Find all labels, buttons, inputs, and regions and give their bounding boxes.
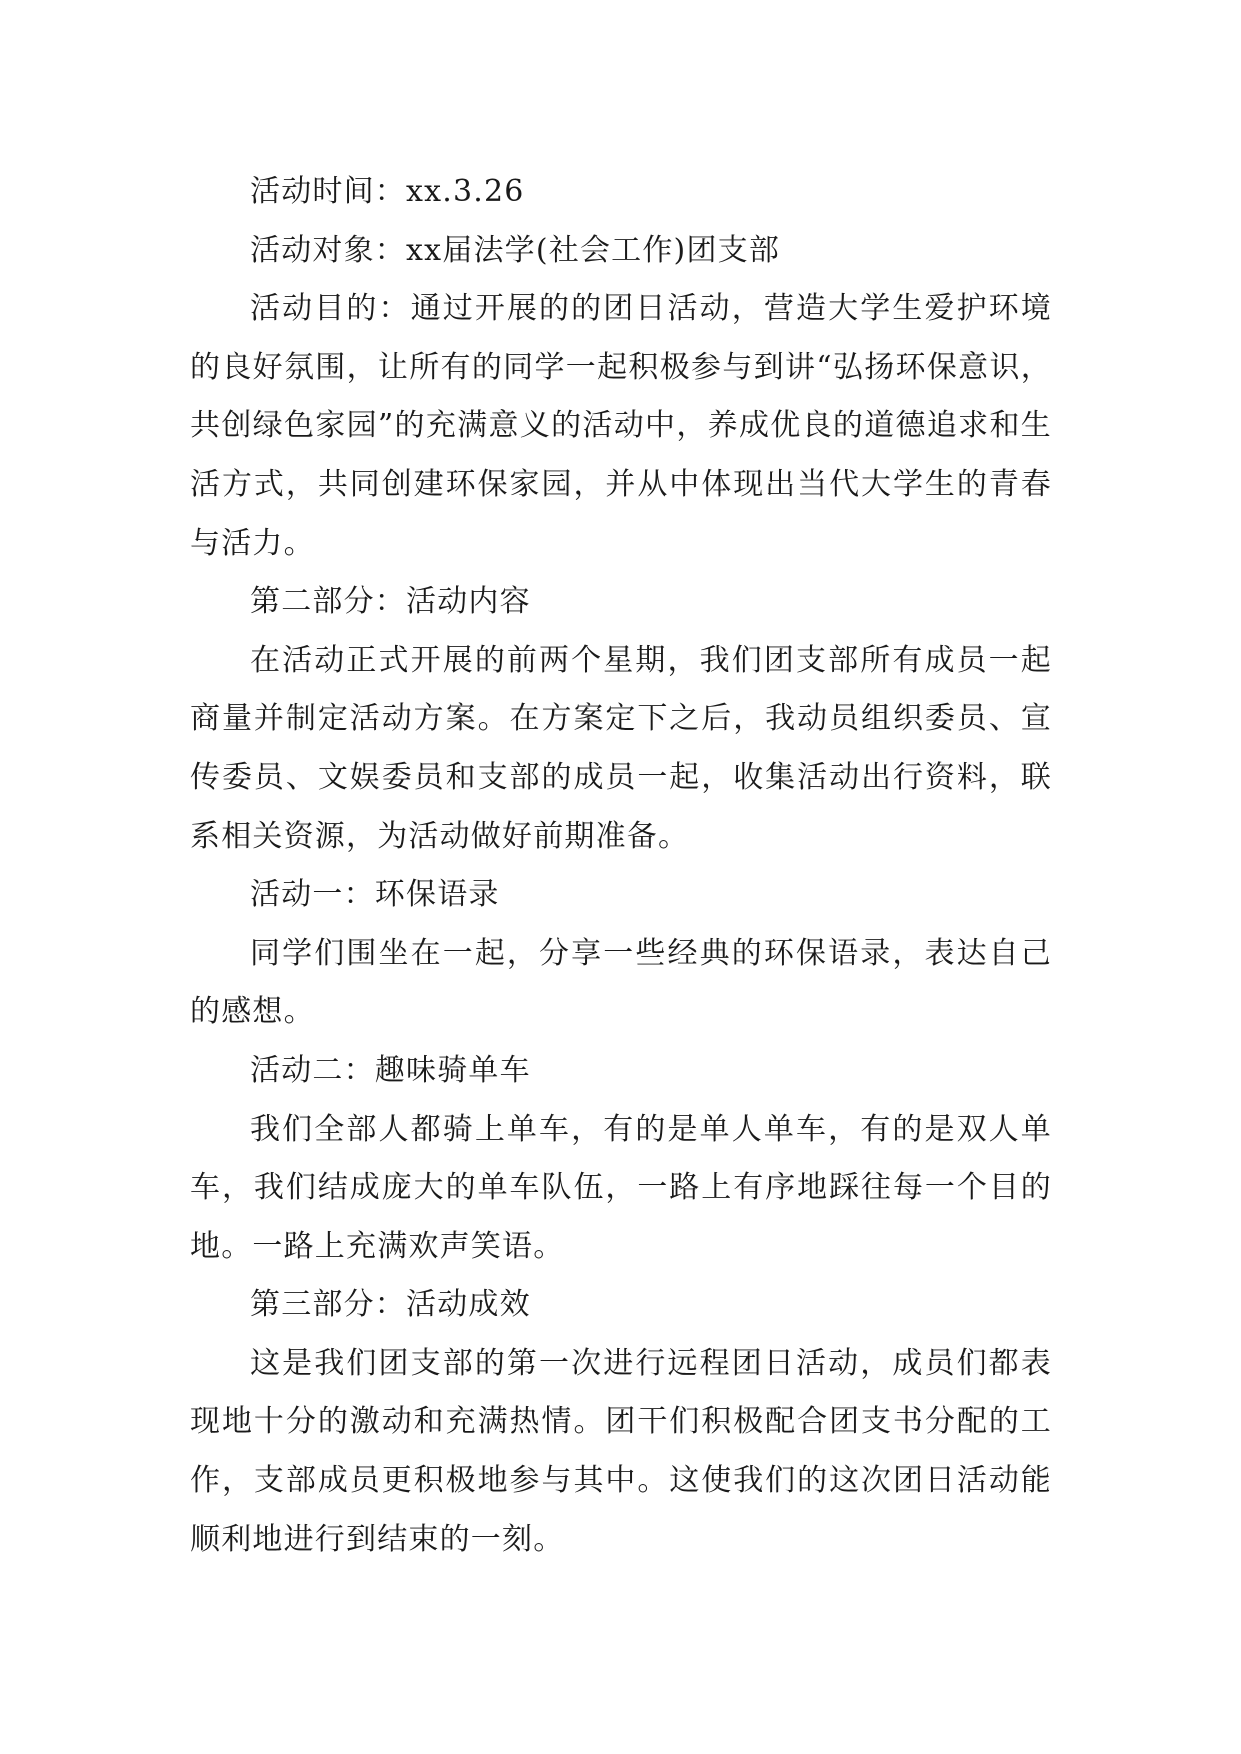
document-body — [190, 163, 1052, 1569]
activity-time-line: 活动时间：xx.3.26 — [250, 174, 525, 209]
preparation-paragraph: 在活动正式开展的前两个星期，我们团支部所有成员一起商量并制定活动方案。在方案定下之后，我动员组织委员、宣传委员、文娱委员和支部的成员一起，收集活动出行资料，联系相关资源，为活动做好前期准备。 — [190, 642, 1052, 854]
section-heading-part-three: 第三部分：活动成效 — [250, 1287, 531, 1323]
results-paragraph: 这是我们团支部的第一次进行远程团日活动，成员们都表现地十分的激动和充满热情。团干们积极配合团支书分配的工作，支部成员更积极地参与其中。这使我们的这次团日活动能顺利地进行到结束的一刻。 — [190, 1345, 1052, 1557]
activity-one-paragraph: 同学们围坐在一起，分享一些经典的环保语录，表达自己的感想。 — [190, 935, 1052, 1030]
activity-purpose-paragraph: 活动目的：通过开展的的团日活动，营造大学生爱护环境的良好氛围，让所有的同学一起积极参与到讲“弘扬环保意识，共创绿色家园”的充满意义的活动中，养成优良的道德追求和生活方式，共同创建环保家园，并从中体现出当代大学生的青春与活力。 — [190, 291, 1052, 561]
activity-two-heading: 活动二：趣味骑单车 — [250, 1052, 531, 1088]
activity-target-line: 活动对象：xx届法学(社会工作)团支部 — [250, 232, 781, 268]
activity-one-heading: 活动一：环保语录 — [250, 877, 500, 913]
activity-two-paragraph: 我们全部人都骑上单车，有的是单人单车，有的是双人单车，我们结成庞大的单车队伍，一路上有序地踩往每一个目的地。一路上充满欢声笑语。 — [190, 1111, 1052, 1264]
section-heading-part-two: 第二部分：活动内容 — [250, 584, 531, 620]
